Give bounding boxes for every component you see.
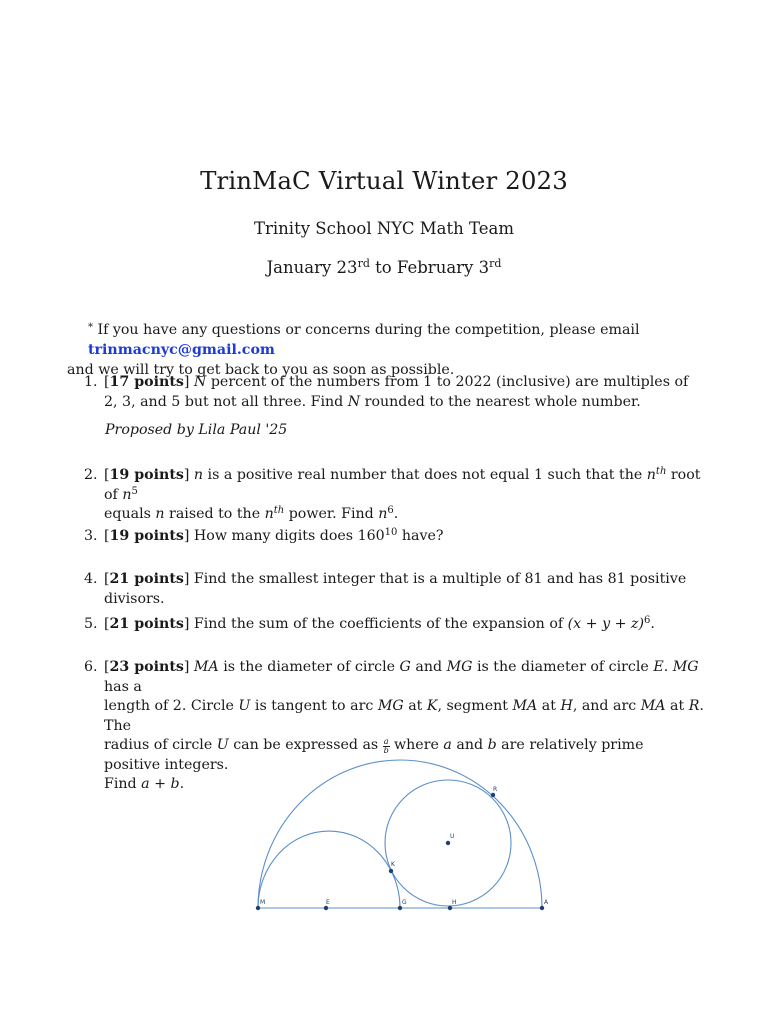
problem-text: raised to the bbox=[164, 506, 265, 522]
label-k: K bbox=[391, 861, 395, 868]
problem-text: at bbox=[665, 698, 689, 714]
note-continuation: and we will try to get back to you as soon as possible. bbox=[67, 362, 455, 378]
problem-text: , segment bbox=[437, 698, 513, 714]
problem-text: is the diameter of circle bbox=[472, 659, 654, 675]
problem-1-author: Proposed by Lila Paul '25 bbox=[105, 422, 288, 438]
problem-text: equals bbox=[104, 506, 156, 522]
math-var: n bbox=[155, 506, 165, 522]
problem-text: root of bbox=[104, 467, 701, 503]
point-k bbox=[389, 869, 393, 873]
problem-text: power. Find bbox=[284, 506, 379, 522]
arc-ma bbox=[258, 760, 542, 908]
problem-number: 5. bbox=[84, 616, 98, 632]
note-asterisk: * bbox=[88, 322, 93, 333]
problem-text: Find the sum of the coefficients of the expansion of bbox=[193, 616, 568, 632]
problem-text: have? bbox=[397, 528, 444, 544]
problem-1: 1. [17 points] N percent of the numbers from 1 to 2022 (inclusive) are multiples of 2, 3, and 5 but not all three. Find N rounded to the nearest whole number. bbox=[84, 374, 689, 410]
label-a: A bbox=[544, 899, 549, 906]
start-date: January 23 bbox=[266, 258, 358, 277]
problem-text: percent of the numbers from 1 to 2022 (inclusive) are multiples of 2, 3, and 5 but not all three. Find bbox=[104, 374, 689, 410]
point-a bbox=[540, 906, 544, 910]
end-date: to February 3 bbox=[369, 258, 490, 277]
point-r bbox=[491, 793, 495, 797]
point-h bbox=[448, 906, 452, 910]
problem-text-end: rounded to the nearest whole number. bbox=[360, 393, 641, 410]
math-sup: 10 bbox=[384, 527, 398, 538]
problem-points: 21 points bbox=[109, 616, 184, 632]
problem-points: 17 points bbox=[109, 374, 184, 390]
problem-6: 6. [23 points] MA is the diameter of circle G and MG is the diameter of circle E. MG has a length of 2. Circle U is tangent to arc MG at K, segment MA at H, and arc MA at R. The radius of circle U can be expressed as $\frac{a}{b}$ where a and b are relatively prime positive integers. Find a + b. bbox=[84, 659, 704, 792]
fraction-a-over-b: $\frac{a}{b}$ bbox=[383, 737, 389, 755]
problem-points: 23 points bbox=[109, 659, 184, 675]
label-e: E bbox=[326, 899, 330, 906]
problem-number: 2. bbox=[84, 467, 98, 483]
math-var: N bbox=[193, 374, 207, 390]
problem-text: Find bbox=[104, 776, 142, 792]
problem-text: radius of circle bbox=[104, 737, 217, 753]
label-r: R bbox=[493, 786, 498, 793]
problem-number: 1. bbox=[84, 374, 98, 390]
end-date-suffix: rd bbox=[489, 257, 502, 270]
problem-number: 6. bbox=[84, 659, 98, 675]
problem-text: where bbox=[389, 737, 444, 753]
problem-text: are relatively prime positive integers. bbox=[104, 737, 644, 773]
problem-points: 19 points bbox=[109, 528, 184, 544]
point-e bbox=[324, 906, 328, 910]
problem-3: 3. [19 points] How many digits does $160^{10}$ have? bbox=[84, 527, 704, 547]
problem-text: at bbox=[537, 698, 561, 714]
competition-dates bbox=[0, 258, 768, 277]
problem-text: length of 2. Circle bbox=[104, 698, 239, 714]
label-g: G bbox=[402, 899, 407, 906]
problem-text: and bbox=[451, 737, 488, 753]
problem-text: has a bbox=[104, 678, 142, 695]
contact-note bbox=[67, 318, 739, 380]
point-g bbox=[398, 906, 402, 910]
problem-4: 4. [21 points] Find the smallest integer that is a multiple of 81 and has 81 positive divisors. bbox=[84, 571, 687, 607]
math-var: N bbox=[347, 393, 361, 410]
label-m: M bbox=[260, 899, 266, 906]
problem-points: 21 points bbox=[109, 571, 184, 587]
arc-mg bbox=[258, 831, 400, 908]
problem-text: . bbox=[663, 659, 673, 675]
math-var: n bbox=[193, 467, 204, 483]
problem-text: is the diameter of circle bbox=[218, 659, 400, 675]
math-var: n bbox=[264, 506, 274, 522]
label-h: H bbox=[452, 899, 457, 906]
math-sup: 6 bbox=[644, 615, 651, 626]
document-subtitle: Trinity School NYC Math Team bbox=[254, 219, 514, 238]
problem-points: 19 points bbox=[109, 467, 184, 483]
note-text: If you have any questions or concerns during the competition, please email bbox=[93, 322, 640, 338]
label-u: U bbox=[450, 833, 455, 840]
geometry-figure bbox=[250, 752, 550, 918]
problem-text: How many digits does 160 bbox=[193, 528, 385, 544]
math-var: n bbox=[122, 486, 132, 503]
problem-text: . bbox=[179, 776, 185, 792]
point-u bbox=[446, 841, 450, 845]
problem-number: 4. bbox=[84, 571, 98, 587]
problem-text: , and arc bbox=[572, 698, 641, 714]
problem-number: 3. bbox=[84, 528, 98, 544]
problem-text: can be expressed as bbox=[228, 737, 383, 753]
math-var: n bbox=[646, 467, 656, 483]
math-var: n bbox=[378, 506, 388, 522]
math-expression: (x + y + z) bbox=[567, 616, 645, 632]
problem-text: is tangent to arc bbox=[250, 698, 378, 714]
math-sup: 5 bbox=[131, 485, 138, 497]
problem-5: 5. [21 points] Find the sum of the coefficients of the expansion of $(x + y + z)^6$. bbox=[84, 615, 704, 635]
math-sup: th bbox=[655, 466, 667, 477]
problem-2: 2. [19 points] n is a positive real number that does not equal 1 such that the $n^{th}$ root of $n^5$ equals n raised to the $n^{th}$ power. Find $n^6$. bbox=[84, 466, 701, 522]
problem-text: is a positive real number that does not equal 1 such that the bbox=[203, 467, 647, 483]
contact-email-link[interactable]: trinmacnyc@gmail.com bbox=[88, 342, 275, 358]
math-sup: 6 bbox=[387, 505, 394, 516]
point-m bbox=[256, 906, 260, 910]
problem-text: Find the smallest integer that is a multiple of 81 and has 81 positive divisors. bbox=[104, 571, 687, 607]
problem-text: at bbox=[403, 698, 427, 714]
math-sup: th bbox=[273, 505, 285, 516]
problem-text: . The bbox=[104, 698, 704, 734]
start-date-suffix: rd bbox=[357, 257, 370, 270]
document-title: TrinMaC Virtual Winter 2023 bbox=[200, 166, 568, 195]
problem-text: and bbox=[410, 659, 447, 675]
